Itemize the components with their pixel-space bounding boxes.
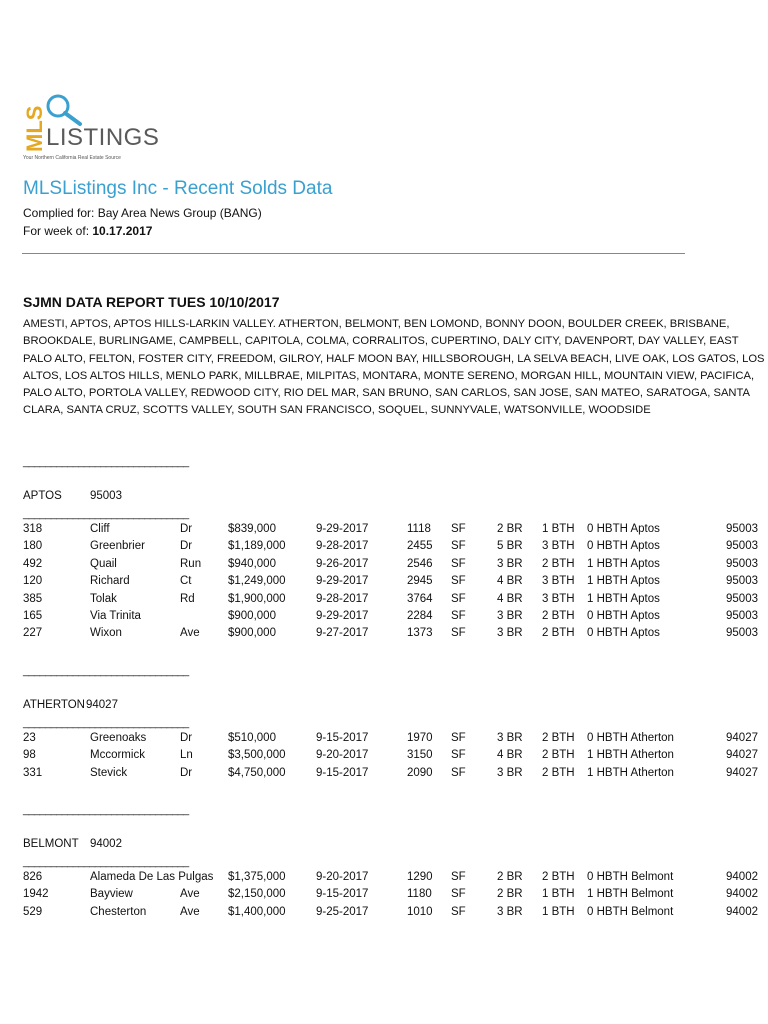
table-row: [0, 871, 768, 888]
week-of: [23, 224, 152, 238]
street-suffix: Dr: [180, 540, 193, 553]
bedrooms: 3 BR: [497, 610, 523, 622]
property-type: SF: [451, 871, 466, 883]
half-baths-city: 0 HBTH Belmont: [587, 905, 674, 918]
street-name: Stevick: [90, 766, 128, 779]
street-suffix: Ln: [180, 749, 193, 762]
section-city: BELMONT: [23, 838, 79, 850]
zip-code: 95003: [726, 540, 758, 553]
street-name: Bayview: [90, 888, 133, 901]
section-divider-top: ______________________________: [23, 665, 189, 677]
half-baths-city: 1 HBTH Atherton: [587, 749, 674, 762]
bathrooms: 2 BTH: [542, 749, 575, 762]
header-divider: [22, 253, 685, 254]
bathrooms: 1 BTH: [542, 888, 575, 901]
street-name: Chesterton: [90, 905, 147, 918]
sale-price: $510,000: [228, 732, 276, 744]
table-row: [0, 906, 768, 923]
cities-list: AMESTI, APTOS, APTOS HILLS-LARKIN VALLEY. ATHERTON, BELMONT, BEN LOMOND, BONNY DOON, BOULDER CREEK, BRISBANE, BROOKDALE, BURLINGAME, CAMPBELL, CAPITOLA, COLMA, CORRALITOS, CUPERTINO, DALY CITY, DAVENPORT, DAY VALLEY, EAST PALO ALTO, FELTON, FOSTER CITY, FREEDOM, GILROY, HALF MOON BAY, HILLSBOROUGH, LA SELVA BEACH, LIVE OAK, LOS GATOS, LOS ALTOS, LOS ALTOS HILLS, MENLO PARK, MILLBRAE, MILPITAS, MONTARA, MONTE SERENO, MORGAN HILL, MOUNTAIN VIEW, PACIFICA, PALO ALTO, PORTOLA VALLEY, REDWOOD CITY, RIO DEL MAR, SAN BRUNO, SAN CARLOS, SAN JOSE, SAN MATEO, SARATOGA, SANTA CLARA, SANTA CRUZ, SCOTTS VALLEY, SOUTH SAN FRANCISCO, SOQUEL, SUNNYVALE, WATSONVILLE, WOODSIDE: [23, 318, 765, 417]
table-row: [0, 523, 768, 540]
half-baths-city: 1 HBTH Atherton: [587, 766, 674, 779]
property-type: SF: [451, 888, 466, 901]
street-suffix: Ct: [180, 575, 192, 588]
sale-price: $3,500,000: [228, 749, 286, 762]
section-zip: 94002: [90, 838, 122, 850]
square-feet: 1010: [407, 905, 433, 918]
section-zip: 95003: [90, 490, 122, 502]
zip-code: 94002: [726, 905, 758, 918]
logo-mls-letters: MLS: [22, 105, 47, 152]
table-row: [0, 558, 768, 575]
table-row: [0, 732, 768, 749]
bathrooms: 2 BTH: [542, 627, 575, 640]
bedrooms: 3 BR: [497, 627, 523, 640]
zip-code: 95003: [726, 557, 758, 570]
street-suffix: Run: [180, 557, 202, 570]
sale-date: 9-26-2017: [316, 557, 369, 570]
compiled-for: Complied for: Bay Area News Group (BANG): [23, 206, 262, 220]
bedrooms: 2 BR: [497, 871, 523, 883]
house-number: 120: [23, 575, 43, 588]
sale-date: 9-27-2017: [316, 627, 369, 640]
page-title: MLSListings Inc - Recent Solds Data: [23, 178, 333, 199]
house-number: 23: [23, 732, 36, 744]
sale-date: 9-29-2017: [316, 610, 369, 622]
section-divider-top: ______________________________: [23, 456, 189, 468]
half-baths-city: 1 HBTH Belmont: [587, 888, 674, 901]
property-type: SF: [451, 627, 466, 640]
bathrooms: 1 BTH: [542, 523, 575, 535]
bathrooms: 3 BTH: [542, 592, 575, 605]
bathrooms: 3 BTH: [542, 575, 575, 588]
logo-tagline: Your Northern California Real Estate Source: [23, 155, 121, 161]
sale-date: 9-20-2017: [316, 749, 369, 762]
zip-code: 95003: [726, 575, 758, 588]
zip-code: 95003: [726, 610, 758, 622]
section-divider-bottom: ______________________________: [23, 856, 189, 868]
square-feet: 2090: [407, 766, 433, 779]
half-baths-city: 1 HBTH Aptos: [587, 557, 660, 570]
property-type: SF: [451, 575, 466, 588]
street-name: Wixon: [90, 627, 122, 640]
half-baths-city: 1 HBTH Aptos: [587, 592, 660, 605]
street-suffix: Dr: [180, 766, 193, 779]
table-row: [0, 627, 768, 644]
bedrooms: 3 BR: [497, 732, 523, 744]
street-name: Tolak: [90, 592, 117, 605]
square-feet: 2945: [407, 575, 433, 588]
half-baths-city: 0 HBTH Aptos: [587, 610, 660, 622]
bathrooms: 2 BTH: [542, 732, 575, 744]
house-number: 492: [23, 557, 43, 570]
square-feet: 1118: [407, 523, 431, 535]
house-number: 1942: [23, 888, 49, 901]
bedrooms: 2 BR: [497, 523, 523, 535]
property-type: SF: [451, 540, 466, 553]
sale-date: 9-15-2017: [316, 888, 369, 901]
half-baths-city: 0 HBTH Atherton: [587, 732, 674, 744]
sale-date: 9-28-2017: [316, 592, 369, 605]
zip-code: 95003: [726, 592, 758, 605]
square-feet: 1373: [407, 627, 433, 640]
house-number: 180: [23, 540, 43, 553]
sale-price: $2,150,000: [228, 888, 286, 901]
bedrooms: 3 BR: [497, 766, 523, 779]
week-of-value: 10.17.2017: [92, 224, 153, 238]
half-baths-city: 0 HBTH Aptos: [587, 523, 660, 535]
sale-price: $839,000: [228, 523, 276, 535]
bathrooms: 2 BTH: [542, 610, 575, 622]
half-baths-city: 0 HBTH Aptos: [587, 627, 660, 640]
street-name: Richard: [90, 575, 130, 588]
logo-wordmark: LISTINGS: [46, 124, 160, 151]
sale-date: 9-28-2017: [316, 540, 369, 553]
bedrooms: 3 BR: [497, 905, 523, 918]
sale-date: 9-29-2017: [316, 575, 369, 588]
street-name: Greenoaks: [90, 732, 147, 744]
bedrooms: 4 BR: [497, 575, 523, 588]
property-type: SF: [451, 610, 466, 622]
square-feet: 2284: [407, 610, 433, 622]
bathrooms: 2 BTH: [542, 766, 575, 779]
section-divider-bottom: ______________________________: [23, 508, 189, 520]
property-type: SF: [451, 732, 466, 744]
table-row: [0, 610, 768, 627]
bedrooms: 4 BR: [497, 749, 523, 762]
bedrooms: 2 BR: [497, 888, 523, 901]
half-baths-city: 0 HBTH Belmont: [587, 871, 674, 883]
zip-code: 94002: [726, 888, 758, 901]
sale-price: $1,375,000: [228, 871, 286, 883]
property-type: SF: [451, 905, 466, 918]
sale-price: $940,000: [228, 557, 276, 570]
house-number: 826: [23, 871, 43, 883]
zip-code: 94027: [726, 766, 758, 779]
property-type: SF: [451, 749, 466, 762]
street-name: Quail: [90, 557, 117, 570]
house-number: 318: [23, 523, 43, 535]
street-suffix: Dr: [180, 523, 193, 535]
sale-date: 9-15-2017: [316, 766, 369, 779]
table-row: [0, 749, 768, 766]
bathrooms: 3 BTH: [542, 540, 575, 553]
sale-price: $1,900,000: [228, 592, 286, 605]
table-row: [0, 540, 768, 557]
property-type: SF: [451, 557, 466, 570]
house-number: 227: [23, 627, 43, 640]
report-title: SJMN DATA REPORT TUES 10/10/2017: [23, 294, 280, 310]
zip-code: 94027: [726, 732, 758, 744]
zip-code: 94027: [726, 749, 758, 762]
house-number: 98: [23, 749, 36, 762]
sale-price: $900,000: [228, 610, 276, 622]
zip-code: 95003: [726, 523, 758, 535]
street-name: Via Trinita: [90, 610, 141, 622]
sale-price: $900,000: [228, 627, 276, 640]
table-row: [0, 593, 768, 610]
section-city: ATHERTON: [23, 699, 85, 711]
sale-date: 9-25-2017: [316, 905, 369, 918]
sale-price: $4,750,000: [228, 766, 286, 779]
house-number: 529: [23, 905, 43, 918]
street-suffix: Ave: [180, 888, 200, 901]
zip-code: 95003: [726, 627, 758, 640]
sale-date: 9-15-2017: [316, 732, 369, 744]
house-number: 331: [23, 766, 43, 779]
week-of-label: For week of:: [23, 224, 93, 238]
street-name: Mccormick: [90, 749, 145, 762]
property-type: SF: [451, 592, 466, 605]
square-feet: 1180: [407, 888, 432, 901]
bedrooms: 4 BR: [497, 592, 523, 605]
bathrooms: 2 BTH: [542, 871, 575, 883]
property-type: SF: [451, 523, 466, 535]
square-feet: 2455: [407, 540, 433, 553]
street-suffix: Rd: [180, 592, 195, 605]
street-suffix: Ave: [180, 905, 200, 918]
square-feet: 1290: [407, 871, 433, 883]
sale-date: 9-29-2017: [316, 523, 369, 535]
street-name: Alameda De Las Pulgas: [90, 871, 214, 883]
section-divider-top: ______________________________: [23, 804, 189, 816]
square-feet: 3764: [407, 592, 433, 605]
half-baths-city: 1 HBTH Aptos: [587, 575, 660, 588]
street-name: Greenbrier: [90, 540, 145, 553]
house-number: 385: [23, 592, 43, 605]
square-feet: 3150: [407, 749, 433, 762]
zip-code: 94002: [726, 871, 758, 883]
section-city: APTOS: [23, 490, 62, 502]
bathrooms: 2 BTH: [542, 557, 575, 570]
house-number: 165: [23, 610, 43, 622]
table-row: [0, 888, 768, 905]
half-baths-city: 0 HBTH Aptos: [587, 540, 660, 553]
sale-date: 9-20-2017: [316, 871, 369, 883]
table-row: [0, 575, 768, 592]
sale-price: $1,400,000: [228, 905, 286, 918]
section-divider-bottom: ______________________________: [23, 717, 189, 729]
bathrooms: 1 BTH: [542, 905, 575, 918]
section-zip: 94027: [86, 699, 118, 711]
table-row: [0, 767, 768, 784]
bedrooms: 5 BR: [497, 540, 523, 553]
street-suffix: Dr: [180, 732, 193, 744]
bedrooms: 3 BR: [497, 557, 523, 570]
sale-price: $1,189,000: [228, 540, 286, 553]
property-type: SF: [451, 766, 466, 779]
street-suffix: Ave: [180, 627, 200, 640]
square-feet: 2546: [407, 557, 433, 570]
square-feet: 1970: [407, 732, 433, 744]
sale-price: $1,249,000: [228, 575, 286, 588]
street-name: Cliff: [90, 523, 110, 535]
